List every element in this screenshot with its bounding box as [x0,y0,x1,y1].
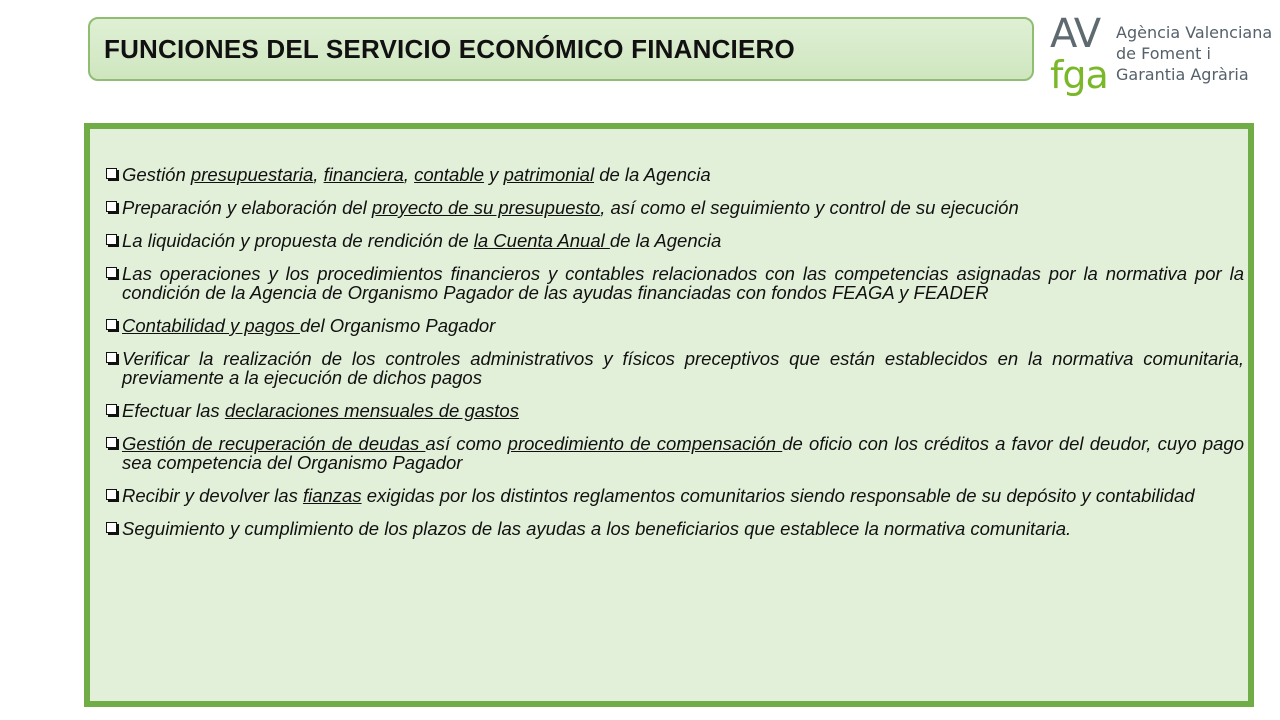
item-text: Las operaciones y los procedimientos financieros y contables relacionados con las competencias asignadas por la normativa por la condición de la Agencia de Organismo Pagador de las ayudas financiadas con fondos FEAGA y FEADER [122,263,1244,303]
item-text: del Organismo Pagador [299,315,496,336]
item-text: Recibir y devolver las [122,485,303,506]
item-text: de oficio con los créditos a favor del deudor, cuyo pago sea competencia del Organismo Pagador [122,433,1245,473]
underlined-text: la Cuenta Anual [473,230,610,251]
logo-mark [1048,11,1112,100]
logo-fga-text: fga [1050,53,1108,97]
logo-line-2: de Foment i [1116,44,1211,63]
function-item [106,264,1244,302]
item-text: así como [425,433,508,454]
underlined-text: proyecto de su presupuesto [371,197,601,218]
title-bar [88,17,1034,81]
function-item [106,198,1244,217]
checkbox-bullet-icon [106,437,117,448]
function-item [106,165,1244,184]
logo-line-3: Garantia Agrària [1116,65,1249,84]
underlined-text: Contabilidad y pagos [122,315,300,336]
function-item [106,401,1244,420]
checkbox-bullet-icon [106,201,117,212]
item-text: Preparación y elaboración del [122,197,372,218]
item-text: exigidas por los distintos reglamentos comunitarios siendo responsable de su depósito y contabilidad [361,485,1195,506]
checkbox-bullet-icon [106,319,117,330]
function-item [106,349,1244,387]
underlined-text: declaraciones mensuales de gastos [224,400,519,421]
functions-panel [84,123,1254,707]
function-item [106,434,1244,472]
underlined-text: patrimonial [503,164,595,185]
item-text: de la Agencia [609,230,722,251]
checkbox-bullet-icon [106,234,117,245]
underlined-text: procedimiento de compensación [507,433,783,454]
function-item [106,486,1244,505]
item-text: Efectuar las [122,400,225,421]
checkbox-bullet-icon [106,522,117,533]
checkbox-bullet-icon [106,489,117,500]
item-text: y [484,164,504,185]
logo-av-text: AV [1050,11,1101,57]
item-text: , [313,164,324,185]
function-item [106,316,1244,335]
checkbox-bullet-icon [106,267,117,278]
function-item [106,231,1244,250]
page-title: FUNCIONES DEL SERVICIO ECONÓMICO FINANCIERO [104,33,795,64]
item-text: Gestión [122,164,191,185]
logo-line-1: Agència Valenciana [1116,23,1273,42]
underlined-text: contable [414,164,485,185]
checkbox-bullet-icon [106,168,117,179]
item-text: , [403,164,415,185]
checkbox-bullet-icon [106,404,117,415]
function-item [106,519,1244,538]
underlined-text: fianzas [302,485,362,506]
underlined-text: Gestión de recuperación de deudas [122,433,426,454]
checkbox-bullet-icon [106,352,117,363]
item-text: La liquidación y propuesta de rendición de [122,230,474,251]
underlined-text: financiera [323,164,404,185]
underlined-text: presupuestaria [190,164,314,185]
item-text: Verificar la realización de los controles administrativos y físicos preceptivos que están establecidos en la normativa comunitaria, previamente a la ejecución de dichos pagos [122,348,1244,388]
functions-list [106,165,1244,552]
item-text: , así como el seguimiento y control de su ejecución [600,197,1019,218]
agency-logo [1048,11,1273,100]
item-text: de la Agencia [594,164,711,185]
logo-agency-name [1116,22,1276,85]
item-text: Seguimiento y cumplimiento de los plazos de las ayudas a los beneficiarios que establece la normativa comunitaria. [122,518,1072,539]
